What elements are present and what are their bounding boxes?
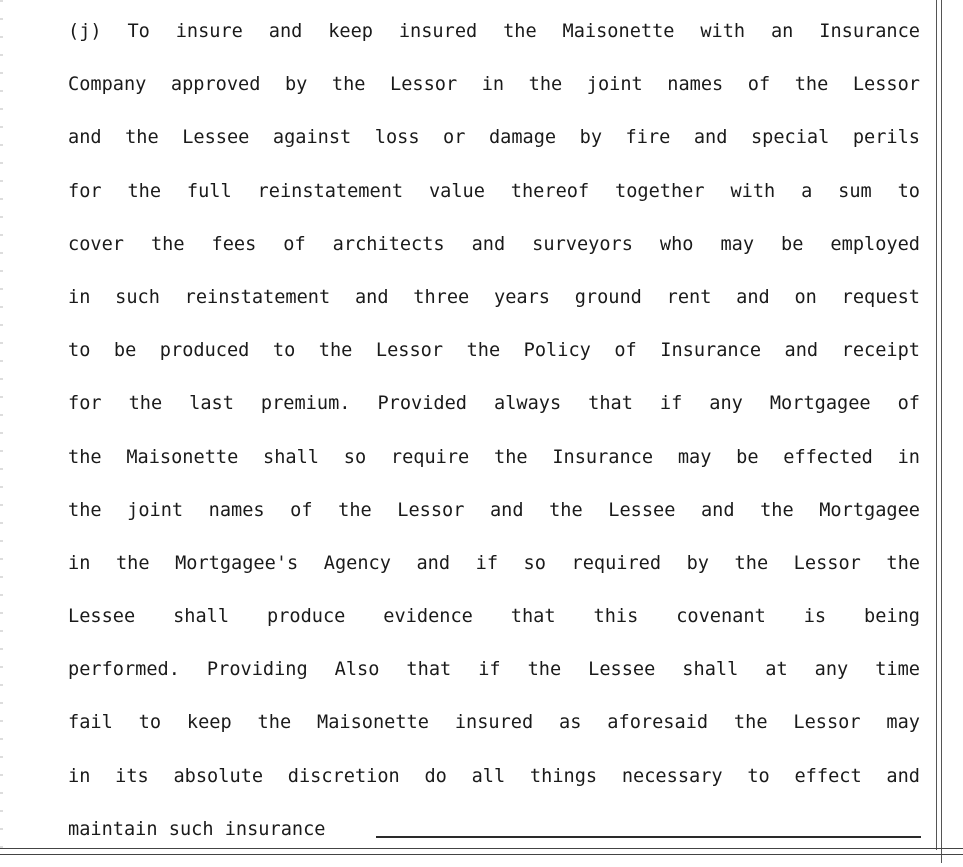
paragraph-line-4: for the full reinstatement value thereof together with a sum to <box>68 180 920 202</box>
paragraph-line-10: the joint names of the Lessor and the Lessee and the Mortgagee <box>68 499 920 521</box>
right-margin-border-inner <box>936 0 937 850</box>
paragraph-line-11: in the Mortgagee's Agency and if so required by the Lessor the <box>68 552 920 574</box>
right-margin-border-outer <box>941 0 942 863</box>
paragraph-line-2: Company approved by the Lessor in the joint names of the Lessor <box>68 74 920 96</box>
paragraph-line-5: cover the fees of architects and surveyors who may be employed <box>68 233 920 255</box>
paragraph-line-3: and the Lessee against loss or damage by fire and special perils <box>68 127 920 149</box>
paragraph-line-14: fail to keep the Maisonette insured as aforesaid the Lessor may <box>68 712 920 734</box>
end-of-clause-rule <box>376 836 921 838</box>
paragraph-line-7: to be produced to the Lessor the Policy of Insurance and receipt <box>68 340 920 362</box>
paragraph-line-9: the Maisonette shall so require the Insurance may be effected in <box>68 446 920 468</box>
paragraph-line-12: Lessee shall produce evidence that this covenant is being <box>68 606 920 628</box>
bottom-border-line-upper <box>0 848 963 849</box>
paragraph-line-8: for the last premium. Provided always that if any Mortgagee of <box>68 393 920 415</box>
clause-j-paragraph <box>68 16 920 867</box>
left-margin-mark <box>0 0 3 863</box>
paragraph-line-6: in such reinstatement and three years ground rent and on request <box>68 286 920 308</box>
paragraph-line-13: performed. Providing Also that if the Lessee shall at any time <box>68 659 920 681</box>
paragraph-line-16: maintain such insurance <box>68 818 326 840</box>
paragraph-line-15: in its absolute discretion do all things necessary to effect and <box>68 765 920 787</box>
bottom-border-line-lower <box>0 854 963 855</box>
paragraph-line-1: (j) To insure and keep insured the Maisonette with an Insurance <box>68 21 920 42</box>
